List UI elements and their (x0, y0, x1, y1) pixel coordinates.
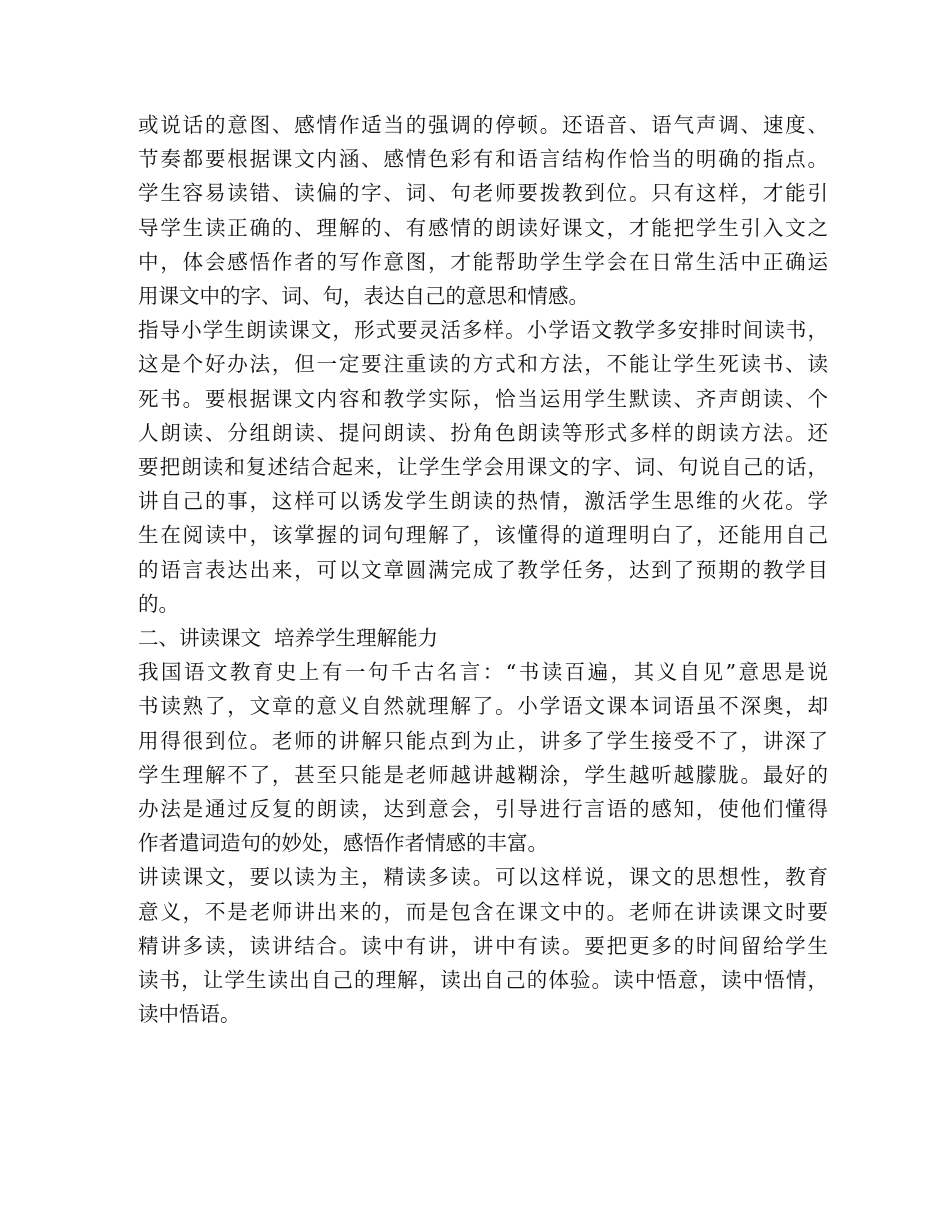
text-line: 用得很到位。老师的讲解只能点到为止，讲多了学生接受不了，讲深了 (138, 728, 828, 753)
paragraph-reading-focus (138, 860, 828, 1031)
text-line: 的语言表达出来，可以文章圆满完成了教学任务，达到了预期的教学目 (138, 557, 828, 582)
text-line: 死书。要根据课文内容和教学实际，恰当运用学生默读、齐声朗读、个 (138, 386, 828, 411)
paragraph-famous-saying (138, 655, 828, 860)
text-line: 讲读课文，要以读为主，精读多读。可以这样说，课文的思想性，教育 (138, 865, 828, 890)
text-line: 或说话的意图、感情作适当的强调的停顿。还语音、语气声调、速度、 (138, 113, 828, 137)
text-line: 人朗读、分组朗读、提问朗读、扮角色朗读等形式多样的朗读方法。还 (138, 420, 828, 445)
text-line: 读中悟语。 (138, 1002, 241, 1027)
text-line: 中，体会感悟作者的写作意图，才能帮助学生学会在日常生活中正确运 (138, 249, 828, 274)
text-line: 用课文中的字、词、句，表达自己的意思和情感。 (138, 284, 589, 309)
section-heading-text: 二、讲读课文 培养学生理解能力 (138, 626, 439, 651)
text-line: 办法是通过反复的朗读，达到意会，引导进行言语的感知，使他们懂得 (138, 797, 828, 822)
paragraph-reading-guidance (138, 108, 828, 313)
text-line: 的。 (138, 591, 179, 616)
text-line: 讲自己的事，这样可以诱发学生朗读的热情，激活学生思维的火花。学 (138, 489, 828, 514)
text-line: 指导小学生朗读课文，形式要灵活多样。小学语文教学多安排时间读书， (138, 318, 828, 343)
text-line: 这是个好办法，但一定要注重读的方式和方法，不能让学生死读书、读 (138, 352, 828, 377)
text-line: 导学生读正确的、理解的、有感情的朗读好课文，才能把学生引入文之 (138, 215, 828, 240)
text-line: 书读熟了，文章的意义自然就理解了。小学语文课本词语虽不深奥，却 (138, 694, 828, 719)
text-line: 学生容易读错、读偏的字、词、句老师要拨教到位。只有这样，才能引 (138, 181, 828, 206)
text-line: 精讲多读，读讲结合。读中有讲，讲中有读。要把更多的时间留给学生 (138, 933, 828, 958)
paragraph-reading-forms (138, 313, 828, 621)
text-line: 我国语文教育史上有一句千古名言：“书读百遍，其义自见”意思是说 (138, 660, 828, 685)
text-line: 节奏都要根据课文内涵、感情色彩有和语言结构作恰当的明确的指点。 (138, 147, 828, 172)
section-heading (138, 621, 828, 655)
text-line: 要把朗读和复述结合起来，让学生学会用课文的字、词、句说自己的话， (138, 455, 828, 480)
text-line: 作者遣词造句的妙处，感悟作者情感的丰富。 (138, 831, 548, 856)
document-body (138, 108, 828, 1031)
text-line: 生在阅读中，该掌握的词句理解了，该懂得的道理明白了，还能用自己 (138, 523, 828, 548)
text-line: 学生理解不了，甚至只能是老师越讲越糊涂，学生越听越朦胧。最好的 (138, 762, 828, 787)
text-line: 意义，不是老师讲出来的，而是包含在课文中的。老师在讲读课文时要 (138, 899, 828, 924)
text-line: 读书，让学生读出自己的理解，读出自己的体验。读中悟意，读中悟情， (138, 968, 828, 993)
